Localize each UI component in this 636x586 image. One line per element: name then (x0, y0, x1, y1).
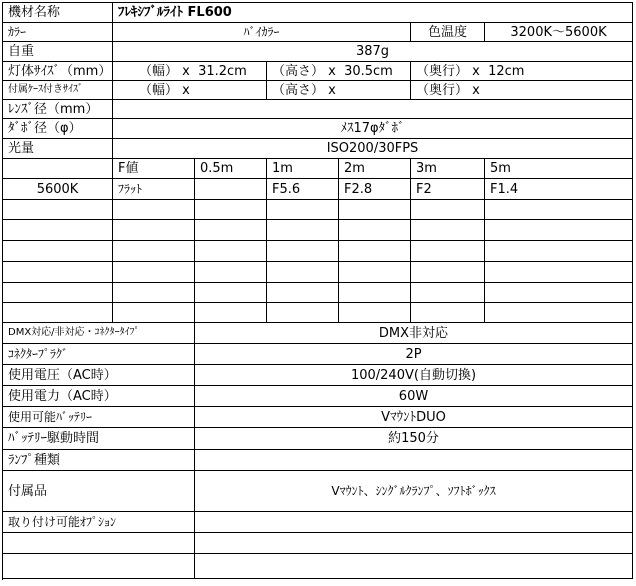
photometry-cell (195, 179, 267, 200)
spec-value: 100/240V(自動切換) (195, 365, 633, 386)
output-label: 光量 (3, 139, 113, 159)
dowel-value: ﾒｽ17φﾀﾞﾎﾞ (113, 119, 633, 139)
spec-label: ﾗﾝﾌﾟ種類 (3, 450, 195, 471)
photometry-cell (339, 200, 411, 220)
photometry-cell (411, 303, 485, 323)
spec-label: 使用電力（AC時） (3, 386, 195, 407)
photometry-header: 1m (267, 159, 339, 179)
photometry-cell (113, 220, 195, 241)
photometry-header: 5m (485, 159, 633, 179)
case-size-height: （高さ） x (267, 81, 411, 100)
photometry-cell (411, 241, 485, 262)
photometry-row-label (3, 220, 113, 241)
photometry-cell (113, 200, 195, 220)
photometry-cell (485, 220, 633, 241)
color-value: ﾊﾞｲｶﾗｰ (113, 23, 411, 42)
case-size-label: 付属ｹｰｽ付きｻｲｽﾞ (3, 81, 113, 100)
photometry-cell (195, 262, 267, 283)
photometry-cell: ﾌﾗｯﾄ (113, 179, 195, 200)
spec-label: 使用電圧（AC時） (3, 365, 195, 386)
photometry-row-label: 5600K (3, 179, 113, 200)
photometry-cell (195, 220, 267, 241)
spec-value (195, 450, 633, 471)
output-value: ISO200/30FPS (113, 139, 633, 159)
machine-name-label: 機材名称 (3, 3, 113, 23)
weight-label: 自重 (3, 42, 113, 62)
spec-value (195, 533, 633, 554)
photometry-row-label (3, 241, 113, 262)
photometry-cell: F5.6 (267, 179, 339, 200)
photometry-cell (411, 283, 485, 303)
spec-value: 2P (195, 344, 633, 365)
photometry-cell (411, 220, 485, 241)
dowel-label: ﾀﾞﾎﾞ径（φ） (3, 119, 113, 139)
body-size-depth: （奥行） x 12cm (411, 62, 633, 81)
spec-label: 取り付け可能ｵﾌﾟｼｮﾝ (3, 512, 195, 533)
color-temp-label: 色温度 (411, 23, 485, 42)
spec-label: 使用可能ﾊﾞｯﾃﾘｰ (3, 407, 195, 428)
case-size-depth: （奥行） x (411, 81, 633, 100)
photometry-cell (411, 200, 485, 220)
photometry-cell (267, 283, 339, 303)
spec-label (3, 533, 195, 554)
lens-label: ﾚﾝｽﾞ径（mm） (3, 100, 113, 119)
photometry-cell (195, 303, 267, 323)
photometry-cell (267, 303, 339, 323)
photometry-header: 0.5m (195, 159, 267, 179)
spec-label: DMX対応/非対応・ｺﾈｸﾀｰﾀｲﾌﾟ (3, 323, 195, 344)
photometry-cell (195, 241, 267, 262)
photometry-cell: F2 (411, 179, 485, 200)
spec-value: 約150分 (195, 428, 633, 450)
photometry-row-label (3, 200, 113, 220)
photometry-cell (485, 262, 633, 283)
photometry-cell (485, 241, 633, 262)
photometry-cell (267, 200, 339, 220)
photometry-cell (267, 241, 339, 262)
photometry-cell (339, 303, 411, 323)
spec-sheet-table (2, 2, 633, 580)
photometry-cell (411, 262, 485, 283)
spec-value (195, 512, 633, 533)
spec-label: ｺﾈｸﾀｰﾌﾟﾗｸﾞ (3, 344, 195, 365)
photometry-cell (195, 200, 267, 220)
photometry-cell: F2.8 (339, 179, 411, 200)
photometry-corner (3, 159, 113, 179)
photometry-cell (485, 200, 633, 220)
spec-label (3, 554, 195, 579)
body-size-width: （幅） x 31.2cm (113, 62, 267, 81)
weight-value: 387g (113, 42, 633, 62)
photometry-cell (485, 303, 633, 323)
body-size-label: 灯体ｻｲｽﾞ（mm） (3, 62, 113, 81)
photometry-header: 2m (339, 159, 411, 179)
spec-value (195, 554, 633, 579)
machine-model: ﾌﾚｷｼﾌﾞﾙﾗｲﾄ FL600 (113, 3, 633, 23)
spec-value: DMX非対応 (195, 323, 633, 344)
lens-value (113, 100, 633, 119)
body-size-height: （高さ） x 30.5cm (267, 62, 411, 81)
spec-value: Vﾏｳﾝﾄ、ｼﾝｸﾞﾙｸﾗﾝﾌﾟ、ｿﾌﾄﾎﾞｯｸｽ (195, 471, 633, 512)
photometry-cell (339, 262, 411, 283)
spec-value: 60W (195, 386, 633, 407)
photometry-cell (267, 262, 339, 283)
spec-label: 付属品 (3, 471, 195, 512)
spec-label: ﾊﾞｯﾃﾘｰ駆動時間 (3, 428, 195, 450)
spec-value: VﾏｳﾝﾄDUO (195, 407, 633, 428)
photometry-cell (267, 220, 339, 241)
photometry-row-label (3, 303, 113, 323)
photometry-cell (339, 220, 411, 241)
photometry-row-label (3, 262, 113, 283)
photometry-row-label (3, 283, 113, 303)
photometry-cell (339, 241, 411, 262)
photometry-header: 3m (411, 159, 485, 179)
photometry-cell: F1.4 (485, 179, 633, 200)
color-label: ｶﾗｰ (3, 23, 113, 42)
photometry-cell (339, 283, 411, 303)
photometry-cell (113, 262, 195, 283)
photometry-header: F値 (113, 159, 195, 179)
color-temp-value: 3200K～5600K (485, 23, 633, 42)
photometry-cell (485, 283, 633, 303)
photometry-cell (113, 241, 195, 262)
photometry-cell (113, 303, 195, 323)
case-size-width: （幅） x (113, 81, 267, 100)
photometry-cell (195, 283, 267, 303)
photometry-cell (113, 283, 195, 303)
